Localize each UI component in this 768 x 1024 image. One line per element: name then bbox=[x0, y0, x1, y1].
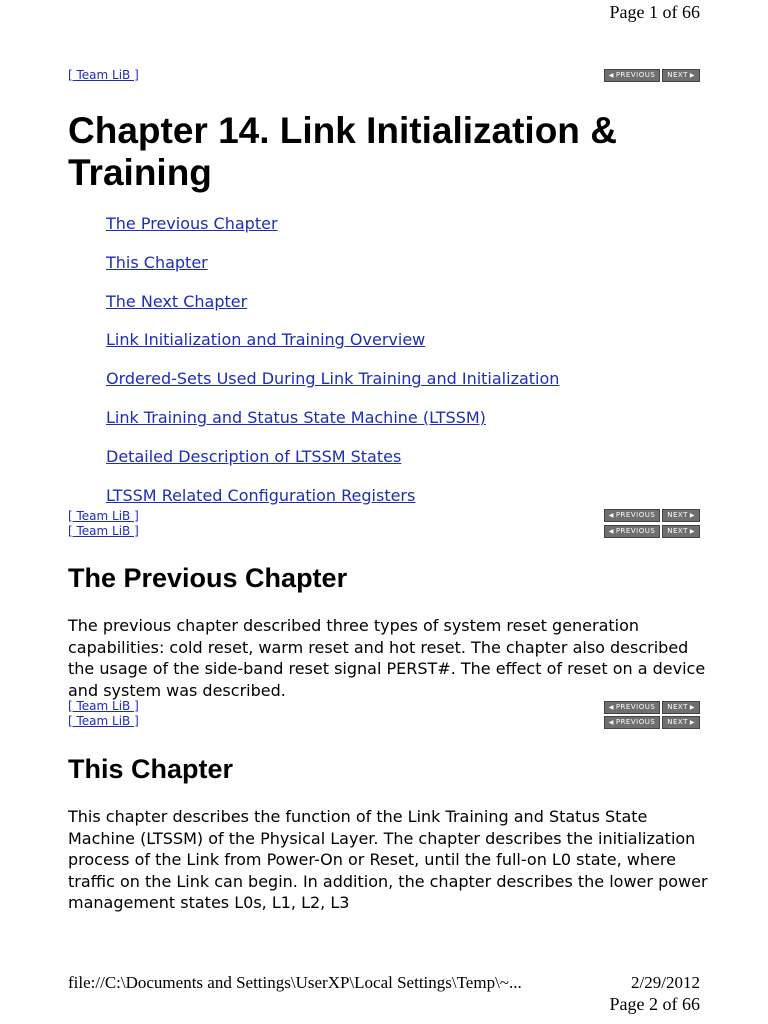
previous-button[interactable]: ◀ PREVIOUS bbox=[604, 525, 661, 538]
footer-file-path: file://C:\Documents and Settings\UserXP\Local Settings\Temp\~... bbox=[68, 973, 522, 992]
footer-date: 2/29/2012 bbox=[631, 973, 700, 992]
team-lib-link[interactable]: [ Team LiB ] bbox=[68, 68, 139, 82]
toc-item bbox=[106, 447, 559, 486]
toc-link-ltssm-states[interactable]: Detailed Description of LTSSM States bbox=[106, 446, 402, 466]
previous-button[interactable]: ◀ PREVIOUS bbox=[604, 69, 661, 82]
toc-item bbox=[106, 214, 559, 253]
nav-buttons bbox=[604, 716, 700, 729]
next-arrow-icon: ▶ bbox=[689, 719, 695, 726]
next-button[interactable]: NEXT ▶ bbox=[662, 525, 700, 538]
previous-button[interactable]: ◀ PREVIOUS bbox=[604, 509, 661, 522]
toc-link-this-chapter[interactable]: This Chapter bbox=[106, 252, 208, 272]
chapter-toc bbox=[106, 214, 559, 524]
section-heading-previous-chapter: The Previous Chapter bbox=[68, 563, 348, 593]
nav-buttons bbox=[604, 525, 700, 538]
page-indicator-bottom: Page 2 of 66 bbox=[609, 994, 700, 1014]
page-indicator-top: Page 1 of 66 bbox=[609, 2, 700, 22]
next-arrow-icon: ▶ bbox=[689, 512, 695, 519]
toc-item bbox=[106, 486, 559, 525]
team-lib-link[interactable]: [ Team LiB ] bbox=[68, 509, 139, 523]
toc-item bbox=[106, 408, 559, 447]
toc-item bbox=[106, 292, 559, 331]
section-body-this-chapter: This chapter describes the function of the Link Training and Status State Machine (LTSSM) of the Physical Layer. The chapter describes the initialization process of the Link from Power-On or Reset, until the full-on L0 state, where traffic on the Link can begin. In addition, the chapter describes the lower power management states L0s, L1, L2, L3 bbox=[68, 807, 708, 912]
previous-arrow-icon: ◀ bbox=[608, 512, 614, 519]
next-button[interactable]: NEXT ▶ bbox=[662, 701, 700, 714]
next-button[interactable]: NEXT ▶ bbox=[662, 69, 700, 82]
toc-item bbox=[106, 330, 559, 369]
nav-buttons bbox=[604, 701, 700, 714]
previous-arrow-icon: ◀ bbox=[608, 72, 614, 79]
toc-link-previous-chapter[interactable]: The Previous Chapter bbox=[106, 214, 278, 233]
toc-link-overview[interactable]: Link Initialization and Training Overview bbox=[106, 330, 426, 350]
next-arrow-icon: ▶ bbox=[689, 72, 695, 79]
team-lib-link[interactable]: [ Team LiB ] bbox=[68, 524, 139, 538]
next-button[interactable]: NEXT ▶ bbox=[662, 509, 700, 522]
nav-buttons bbox=[604, 509, 700, 522]
toc-link-next-chapter[interactable]: The Next Chapter bbox=[106, 291, 248, 311]
next-arrow-icon: ▶ bbox=[689, 528, 695, 535]
previous-arrow-icon: ◀ bbox=[608, 528, 614, 535]
section-heading-this-chapter: This Chapter bbox=[68, 754, 234, 784]
team-lib-link[interactable]: [ Team LiB ] bbox=[68, 714, 139, 728]
toc-link-ordered-sets[interactable]: Ordered-Sets Used During Link Training and Initialization bbox=[106, 369, 560, 389]
section-body-previous-chapter: The previous chapter described three types of system reset generation capabilities: cold reset, warm reset and hot reset. The chapter also described the usage of the side-band reset signal PERST#. The effect of reset on a device and system was described. bbox=[68, 616, 706, 700]
previous-button[interactable]: ◀ PREVIOUS bbox=[604, 701, 661, 714]
toc-item bbox=[106, 369, 559, 408]
next-arrow-icon: ▶ bbox=[689, 704, 695, 711]
toc-item bbox=[106, 253, 559, 292]
toc-link-config-registers[interactable]: LTSSM Related Configuration Registers bbox=[106, 485, 416, 505]
nav-buttons bbox=[604, 69, 700, 82]
previous-arrow-icon: ◀ bbox=[608, 704, 614, 711]
team-lib-link[interactable]: [ Team LiB ] bbox=[68, 699, 139, 713]
toc-link-ltssm[interactable]: Link Training and Status State Machine (LTSSM) bbox=[106, 407, 486, 427]
chapter-title: Chapter 14. Link Initialization & Training bbox=[68, 110, 617, 193]
previous-button[interactable]: ◀ PREVIOUS bbox=[604, 716, 661, 729]
next-button[interactable]: NEXT ▶ bbox=[662, 716, 700, 729]
previous-arrow-icon: ◀ bbox=[608, 719, 614, 726]
